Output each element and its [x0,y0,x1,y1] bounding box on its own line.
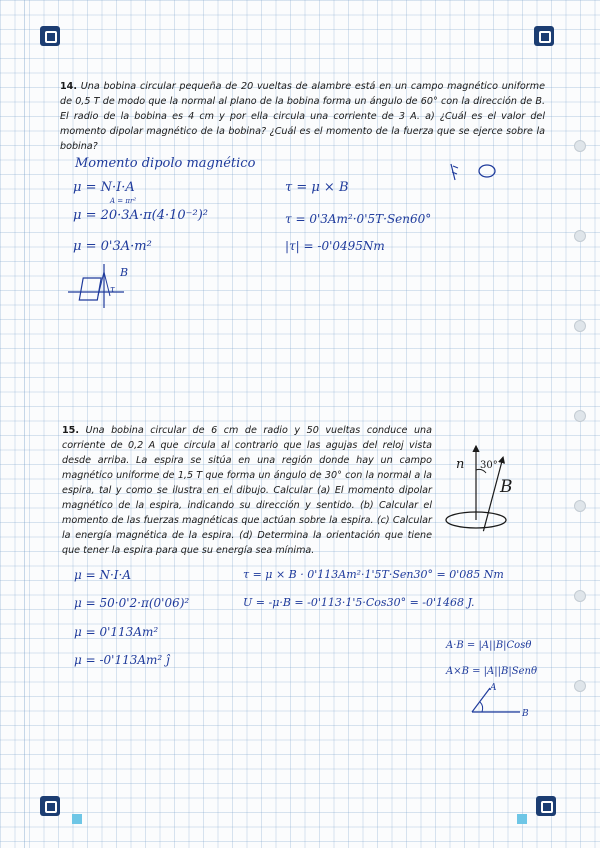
p15-sketch-a: A [490,683,497,693]
margin-line [24,0,25,848]
problem-14-number: 14. [60,81,77,92]
p14-heading: Momento dipolo magnético [75,156,256,171]
p15-fig-n: n [456,457,465,472]
notebook-logo-top-left [40,26,60,46]
p14-torque3: |τ| = -0'0495Nm [285,239,385,253]
p15-side-cross: A×B = |A||B|Senθ [446,666,537,677]
p15-figure [438,440,538,540]
p14-doodle [445,158,505,188]
p15-sketch-b: B [522,709,529,719]
p14-sketch-tau: τ [110,285,115,295]
problem-14-statement [60,79,545,154]
problem-15-text: Una bobina circular de 6 cm de radio y 50 vueltas conduce una corriente de 0,2 A que circula al contrario que las agujas del reloj vista desde arriba. La espira se sitúa en una región donde hay un campo magnético uniforme de 1,5 T que forma un ángulo de 30° con la normal a la espira, tal y como se ilustra en el dibujo. Calcular (a) El momento dipolar magnético de la espira, indicando su dirección y sentido. (b) Calcular el momento de las fuerzas magnéticas que actúan sobre la espira. (c) Calcular la energía magnética de la espira. (d) Determina la orientación que tiene que tener la espira para que su energía sea mínima. [62,425,432,556]
p15-energy: U = -μ·B = -0'113·1'5·Cos30° = -0'1468 J. [243,596,475,609]
p15-fig-angle: 30° [480,460,498,471]
p14-coil-sketch [64,262,144,312]
p15-torque: τ = μ × B · 0'113Am²·1'5T·Sen30° = 0'085 Nm [243,568,504,581]
binder-holes [574,140,588,700]
p14-torque2: τ = 0'3Am²·0'5T·Sen60° [285,212,432,226]
p15-line4: μ = -0'113Am² ĵ [74,653,170,667]
problem-14-text: Una bobina circular pequeña de 20 vueltas de alambre está en un campo magnético uniforme de 0,5 T de modo que la normal al plano de la bobina forma un ángulo de 60° con la dirección de B. El radio de la bobina es 4 cm y por ella circula una corriente de 3 A. a) ¿Cuál es el valor del momento dipolar magnético de la bobina? ¿Cuál es el momento de la fuerza que se ejerce sobre la bobina? [60,81,545,152]
p14-line1-sub: A = πr² [110,197,137,205]
p15-line3: μ = 0'113Am² [74,625,159,639]
notebook-logo-bottom-left [40,796,60,816]
p14-line1: μ = N·I·A [73,180,135,195]
p15-angle-sketch [468,680,538,720]
p14-sketch-b: B [120,266,129,279]
p14-line3: μ = 0'3A·m² [73,239,152,254]
p15-side-dot: A·B = |A||B|Cosθ [446,640,532,651]
problem-15-number: 15. [62,425,79,436]
p15-line1: μ = N·I·A [74,568,132,582]
notebook-logo-top-right [534,26,554,46]
problem-15-statement [62,423,432,558]
p14-line2: μ = 20·3A·π(4·10⁻²)² [73,208,208,223]
p15-line2: μ = 50·0'2·π(0'06)² [74,596,190,610]
corner-square-right [517,814,527,824]
p15-fig-b: B [500,477,513,497]
corner-square-left [72,814,82,824]
p14-torque1: τ = μ × B [285,180,349,195]
notebook-logo-bottom-right [536,796,556,816]
